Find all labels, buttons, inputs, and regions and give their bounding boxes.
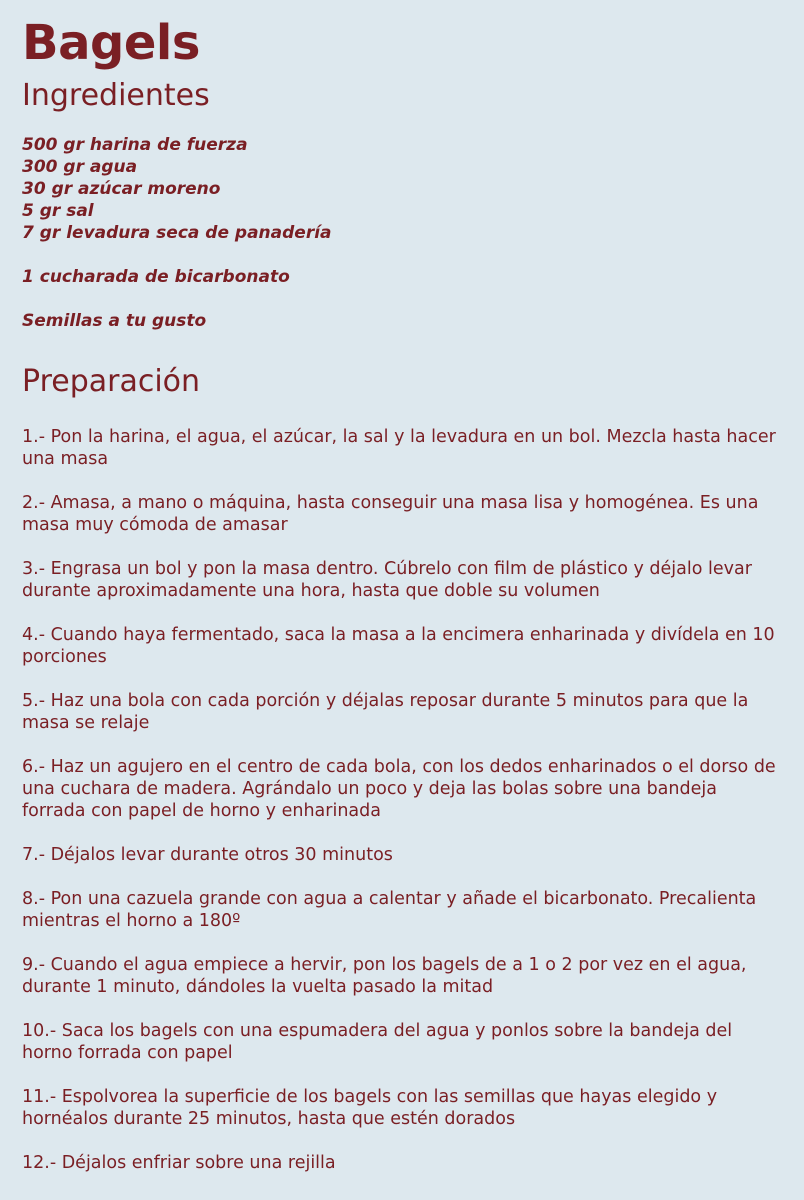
- preparation-step: 6.- Haz un agujero en el centro de cada bola, con los dedos enharinados o el dorso de una cuchara de madera. Agrándalo un poco y deja las bolas sobre una bandeja forrada con papel de horno y enharinada: [22, 757, 776, 821]
- ingredient-item: 30 gr azúcar moreno: [22, 179, 221, 199]
- recipe-title: Bagels: [22, 15, 200, 71]
- preparation-step: 4.- Cuando haya fermentado, saca la masa a la encimera enharinada y divídela en 10 porciones: [22, 625, 775, 667]
- ingredient-item: 500 gr harina de fuerza: [22, 135, 248, 155]
- ingredient-item: 300 gr agua: [22, 157, 138, 177]
- ingredient-item: 5 gr sal: [22, 201, 94, 221]
- ingredient-item: Semillas a tu gusto: [22, 311, 207, 331]
- ingredients-list: [22, 134, 782, 332]
- preparation-steps: [22, 426, 782, 1174]
- preparation-step: 11.- Espolvorea la superficie de los bagels con las semillas que hayas elegido y hornéalos durante 25 minutos, hasta que estén dorados: [22, 1087, 718, 1129]
- ingredients-heading: Ingredientes: [22, 78, 210, 113]
- preparation-heading: Preparación: [22, 364, 201, 399]
- preparation-step: 12.- Déjalos enfriar sobre una rejilla: [22, 1153, 336, 1173]
- preparation-step: 2.- Amasa, a mano o máquina, hasta conseguir una masa lisa y homogénea. Es una masa muy cómoda de amasar: [22, 493, 759, 535]
- preparation-step: 7.- Déjalos levar durante otros 30 minutos: [22, 845, 393, 865]
- preparation-step: 5.- Haz una bola con cada porción y déjalas reposar durante 5 minutos para que la masa se relaje: [22, 691, 749, 733]
- preparation-step: 10.- Saca los bagels con una espumadera del agua y ponlos sobre la bandeja del horno forrada con papel: [22, 1021, 733, 1063]
- preparation-step: 3.- Engrasa un bol y pon la masa dentro. Cúbrelo con film de plástico y déjalo levar durante aproximadamente una hora, hasta que doble su volumen: [22, 559, 752, 601]
- preparation-step: 8.- Pon una cazuela grande con agua a calentar y añade el bicarbonato. Precalienta mientras el horno a 180º: [22, 889, 757, 931]
- preparation-step: 9.- Cuando el agua empiece a hervir, pon los bagels de a 1 o 2 por vez en el agua, durante 1 minuto, dándoles la vuelta pasado la mitad: [22, 955, 747, 997]
- ingredient-item: 1 cucharada de bicarbonato: [22, 267, 290, 287]
- preparation-step: 1.- Pon la harina, el agua, el azúcar, la sal y la levadura en un bol. Mezcla hasta hacer una masa: [22, 427, 776, 469]
- ingredient-item: 7 gr levadura seca de panadería: [22, 223, 332, 243]
